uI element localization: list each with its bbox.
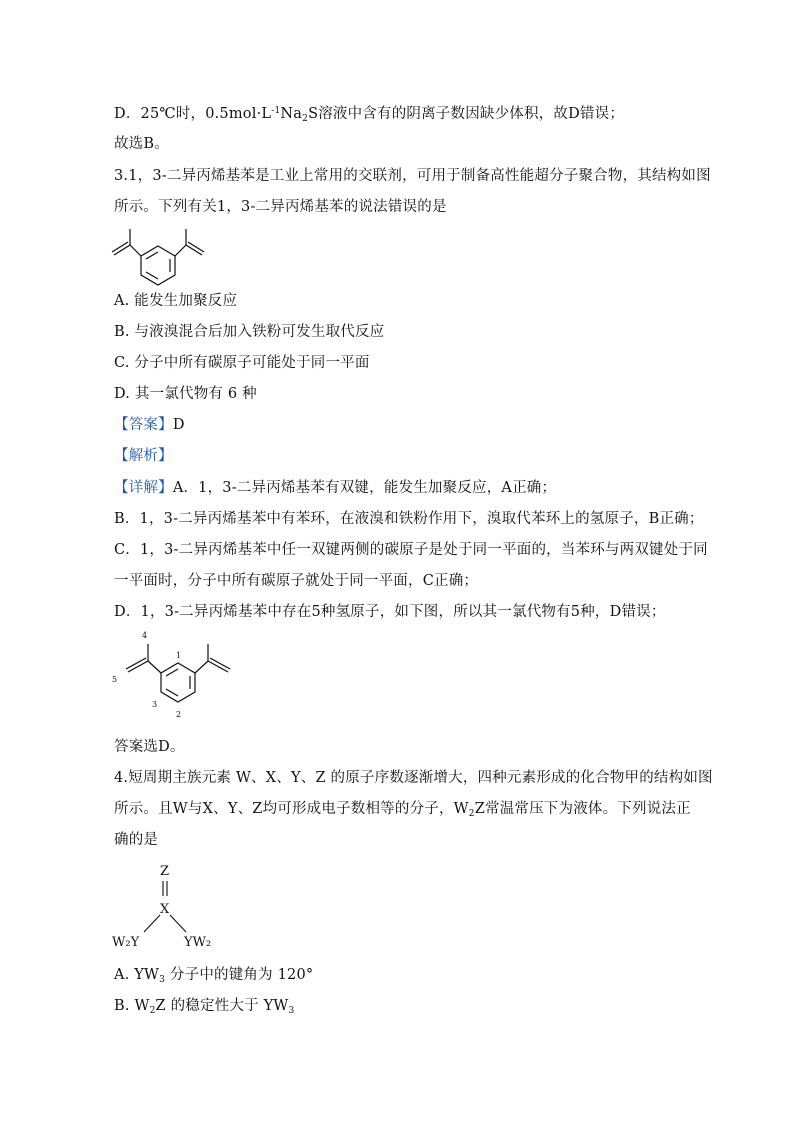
question-3-stem-cont: 所示。下列有关1，3-二异丙烯基苯的说法错误的是 <box>114 199 447 215</box>
option-c: C. 分子中所有碳原子可能处于同一平面 <box>114 355 370 371</box>
atom-z: Z <box>160 864 170 879</box>
answer-value: D <box>172 417 185 433</box>
question-4-stem-end: 确的是 <box>114 832 159 848</box>
label-1: 1 <box>176 651 182 660</box>
answer-line <box>114 415 185 435</box>
detail-b: B．1，3-二异丙烯基苯中有苯环，在液溴和铁粉作用下，溴取代苯环上的氢原子，B正确； <box>114 511 704 527</box>
answer-tag: 【答案】 <box>114 417 173 433</box>
text-line: D．25℃时，$0.5mol\cdot L^{-1}Na_2S$溶液中含有的阴离子数因缺少体积，故D错误； <box>114 106 625 124</box>
q4-option-a: A. $YW_3$ 分子中的键角为 120° <box>114 967 314 985</box>
detail-a: 【详解】A．1，3-二异丙烯基苯有双键，能发生加聚反应，A正确； <box>114 480 557 496</box>
analysis-tag: 【解析】 <box>114 448 173 464</box>
structure-figure-2 <box>110 630 250 725</box>
label-5: 5 <box>112 675 118 684</box>
text-line: 故选B。 <box>114 136 169 152</box>
atom-x: X <box>160 902 170 917</box>
question-4-stem: 4.短周期主族元素 W、X、Y、Z 的原子序数逐渐增大，四种元素形成的化合物甲的结构如图 <box>114 770 713 786</box>
conclusion-line: 答案选D。 <box>114 739 185 755</box>
structure-figure-3 <box>110 860 230 955</box>
detail-d: D．1，3-二异丙烯基苯中存在5种氢原子，如下图，所以其一氯代物有5种，D错误； <box>114 604 666 620</box>
option-b: B. 与液溴混合后加入铁粉可发生取代反应 <box>114 324 385 340</box>
label-2: 2 <box>176 710 182 719</box>
structure-figure-1 <box>110 226 240 286</box>
question-4-stem-cont: 所示。且W与X、Y、Z均可形成电子数相等的分子，$W_2Z$常温常压下为液体。下列说法正 <box>114 801 691 819</box>
question-3-stem: 3.1，3-二异丙烯基苯是工业上常用的交联剂，可用于制备高性能超分子聚合物，其结构如图 <box>114 168 711 184</box>
option-a: A. 能发生加聚反应 <box>114 293 238 309</box>
detail-c: C．1，3-二异丙烯基苯中任一双键两侧的碳原子是处于同一平面的，当苯环与两双键处于同 <box>114 542 708 558</box>
group-right: YW₂ <box>184 935 212 950</box>
option-d: D. 其一氯代物有 6 种 <box>114 386 257 402</box>
q4-option-b: B. $W_2Z$ 的稳定性大于 $YW_3$ <box>114 998 295 1016</box>
label-4: 4 <box>142 631 148 640</box>
analysis-line <box>114 446 173 466</box>
group-left: W₂Y <box>112 935 140 950</box>
detail-c-cont: 一平面时，分子中所有碳原子就处于同一平面，C正确； <box>114 573 479 589</box>
label-3: 3 <box>152 700 158 709</box>
detail-tag: 【详解】 <box>114 480 173 496</box>
